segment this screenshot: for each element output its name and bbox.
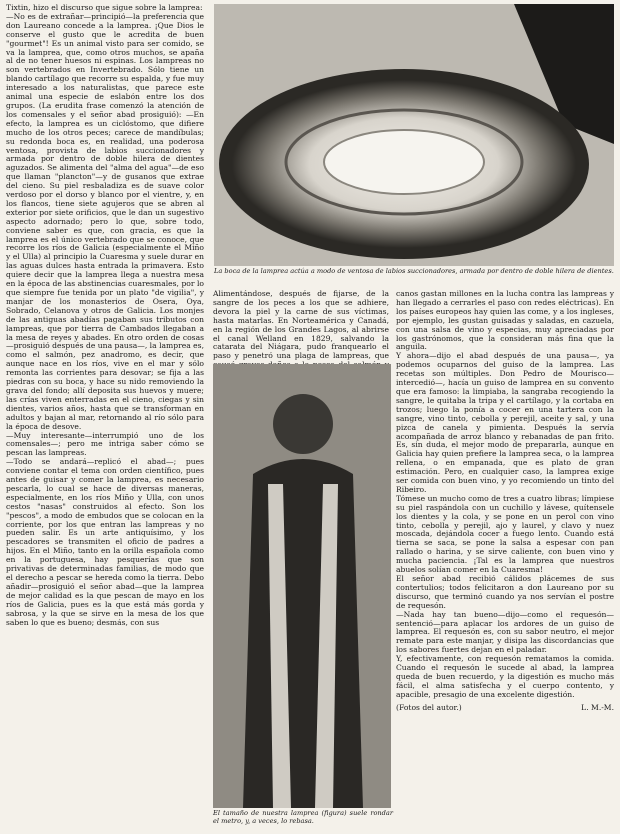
paragraph: —No es de extrañar—principió—la preferencia que don Laureano concede a la lamprea. ¡Que Dios le conserve el gusto que le acredita de buen "gourmet"! Es un animal visto para ser comido, se va la lamprea, que, como otros muchos, se apaña al de no tener huesos ni espinas. Los lampreas no son vertebrados en Invertebrado. Sólo tiene un blando cartílago que recorre su espalda, y fue muy interesado a los naturalistas, que parece este animal una especie de eslabón entre los dos grupos. (La erudita frase comenzó la atención de los comensales y el señor abad prosiguió): —En efecto, la lamprea es un ciclóstomo, que difiere mucho de los otros peces; carece de mandíbulas; su redonda boca es, en realidad, una poderosa ventosa, provista de labios succionadores y armada por dentro de doble hilera de dientes aguzados. Se alimenta del "alma del agua"—de eso que llaman "plancton"—y de gusanos que extrae del cieno. Su piel resbaladiza es de suave color verdoso por el dorso y blanco por el vientre, y, en los flancos, tiene siete agujeros que se abren al exterior por siete orificios, que le dan un sugestivo aspecto adornado; pero lo que, sobre todo, conviene saber es que, con gracia, es que la lamprea es el único vertebrado que se conoce, que recorre los ríos de Galicia (especialmente el Miño y el Ulla) al principio la Cuaresma y suele durar en las aguas dulces hasta entrada la primavera. Esto quiere decir que la lamprea llega a nuestra mesa en la época de las abstinencias cuaresmales, por lo que siempre fue tenida por un plato "de vigilia", y manjar de los monasterios de Osera, Oya, Sobrado, Celanova y otros de Galicia. Los monjes de las antiguas abadías pagaban sus tributos con lampreas, que por tierra de Cambados llegaban a la mesa de reyes y abades. En otro orden de cosas—prosiguió después de una pausa—, la lamprea es, como el salmón, pez anadromo, es decir, que aunque nace en los ríos, vive en el mar y sólo remonta las corrientes para desovar; se fija a las piedras con su boca, y hace su nido removiendo la grava del fondo; allí deposita sus huevos y muere; las crías viven enterradas en el cieno, ciegas y sin dientes, varios años, hasta que se transforman en adultos y bajan al mar, retornando al río sólo para la época de desove.: [6, 11, 204, 431]
paragraph: El señor abad recibió cálidos plácemes de sus contertulios; todos felicitaron a don Laureano por su discurso, que terminó cuando ya nos servían el postre de requesón.: [396, 574, 614, 610]
paragraph: canos gastan millones en la lucha contra las lampreas y han llegado a cerrarles el paso con redes eléctricas). En los países europeos hay quien las come, y a los ingleses, por ejemplo, les gustan guisadas y saladas, en cazuela, con una salsa de vino y especias, muy apreciadas por los gastrónomos, que la consideran más fina que la anguila.: [396, 289, 614, 352]
paragraph: Y, efectivamente, con requesón rematamos la comida. Cuando el requesón le sucede al abad, la lamprea queda de buen recuerdo, y la digestión es mucho más fácil, el alma satisfecha y el cuerpo contento, y apacible, presagio de una excelente digestión.: [396, 654, 614, 699]
paragraph: Tixtin, hizo el discurso que sigue sobre la lamprea:: [6, 3, 203, 12]
column-middle: [213, 290, 389, 362]
lamprey-mouth-illustration: [214, 4, 614, 266]
person-holding-lamprey-illustration: [213, 364, 391, 808]
author-signature: L. M.-M.: [581, 702, 614, 712]
photo-caption-top: La boca de la lamprea actúa a modo de ventosa de labios succionadores, armada por dentro de doble hilera de dientes.: [214, 267, 614, 275]
photo-credit: (Fotos del autor.): [396, 702, 462, 712]
paragraph: Alimentándose, después de fijarse, de la sangre de los peces a los que se adhiere, devora la piel y la carne de sus víctimas, hasta matarlas. En Norteamérica y Canadá, en la región de los Grandes Lagos, al abrirse el canal Welland en 1829, salvando la catarata del Niágara, pudo franquearlo el paso y penetró una plaga de lampreas, que: [213, 289, 389, 361]
paragraph: —Nada hay tan bueno—dijo—como el requesón—sentenció—para aplacar los ardores de un guiso de lamprea. El requesón es, con su sabor neutro, el mejor remate para este manjar, y disipa las discordancias que los sabores fuertes dejan en el paladar.: [396, 609, 614, 655]
column-right: [396, 290, 614, 830]
byline: [396, 704, 614, 713]
column-left: [6, 4, 204, 830]
paragraph: Tómese un mucho como de tres a cuatro libras; límpiese su piel raspándola con un cuchillo y lávese, quítensele los dientes y la cola, y se pone en un perol con vino tinto, cebolla y perejil, ajo y laurel, y clavo y nuez moscada, dejándola cocer a fuego lento. Cuando está tierna se saca, se pone la salsa a espesar con pan rallado o harina, y se sirve caliente, con buen vino y mucha paciencia. ¡Tal es la lamprea que nuestros abuelos solían comer en la Cuaresma!: [396, 493, 614, 575]
paragraph: Y ahora—dijo el abad después de una pausa—, ya podemos ocuparnos del guiso de la lamprea. Las recetas son múltiples. Don Pedro de Mourisco—intercedió—, hacía un guiso de lamprea en su convento que era famoso: la limpiaba, la sangraba recogiendo la sangre, le quitaba la tripa y el cartílago, y la cortaba en trozos; luego la ponía a cocer en una tartera con la sangre, vino tinto, cebolla y perejil, aceite y sal, y una pizca de canela y pimienta. Después la servía acompañada de arroz blanco y rebanadas de pan frito. Es, sin duda, el mejor modo de prepararla, aunque en Galicia hay quien prefiere la lamprea seca, o la lamprea rellena, o en empanada, que es plato de gran estimación. Pero, en cualquier caso, la lamprea exige ser comida con buen vino, y yo recomiendo un tinto del Ribeiro.: [396, 351, 614, 494]
lamprey-mouth-photo: [214, 4, 614, 266]
paragraph: —Todo se andará—replicó el abad—; pues conviene contar el tema con orden científico, pues antes de guisar y comer la lamprea, es necesario pescarla, lo cual se hace de diversas maneras, especialmente, en los ríos Miño y Ulla, con unos cestos "nasas" construidos al efecto. Son los "pescos", a modo de embudos que se colocan en la corriente, por los que entran las lampreas y no pueden salir. Es un arte antiquísimo, y los pescadores se transmiten el oficio de padres a hijos. En el Miño, tanto en la orilla española como en la portuguesa, hay pesquerías que son privativas de determinadas familias, de modo que el derecho a pescar se hereda como la tierra. Debo añadir—prosiguió el señor abad—que la lamprea de mejor calidad es la que pescan de mayo en los ríos de Galicia, pues es la que está más gorda y sabrosa, y la que se sirve en la mesa de los que saben lo que es bueno; desmás, con sus: [6, 457, 204, 627]
lamprey-held-photo: [213, 364, 391, 808]
paragraph: —Muy interesante—interrumpió uno de los comensales—; pero me intriga saber cómo se pescan las lampreas.: [6, 430, 204, 458]
photo-caption-bottom: El tamaño de nuestra lamprea (figura) suele rondar el metro, y, a veces, lo rebasa.: [213, 809, 393, 825]
